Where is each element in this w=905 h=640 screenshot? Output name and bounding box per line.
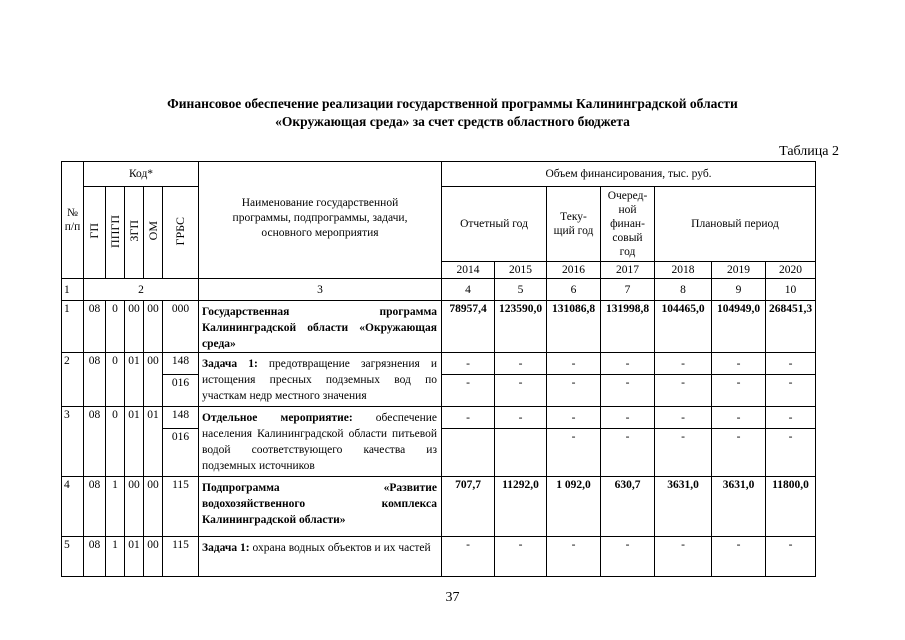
colnum-cell: 5 [495, 279, 547, 301]
header-reporting-year: Отчетный год [442, 187, 547, 262]
year-cell: 2017 [601, 262, 655, 279]
header-num-text: № п/п [64, 207, 81, 233]
code-zgp: 00 [125, 477, 144, 537]
value-cell: - [495, 353, 547, 375]
value-cell: 11292,0 [495, 477, 547, 537]
header-code-zgp [125, 187, 144, 279]
header-next-year: Очеред-ной финан-совый год [601, 187, 655, 262]
code-om: 00 [144, 353, 163, 407]
code-zgp: 01 [125, 537, 144, 577]
row-num: 3 [62, 407, 84, 477]
value-cell: - [712, 407, 766, 429]
value-cell: - [547, 429, 601, 477]
value-cell: - [601, 353, 655, 375]
row-name-rest: предотвращение загрязнения и истощения пресных подземных вод по участкам недр местного значения [202, 358, 437, 402]
colnum-cell: 6 [547, 279, 601, 301]
code-ppgp: 1 [106, 477, 125, 537]
value-cell: - [495, 537, 547, 577]
value-cell: - [547, 537, 601, 577]
year-cell: 2018 [655, 262, 712, 279]
value-cell: - [442, 537, 495, 577]
code-grbs: 115 [163, 537, 199, 577]
table-label: Таблица 2 [779, 144, 839, 159]
row-name [199, 353, 442, 407]
value-cell: 630,7 [601, 477, 655, 537]
value-cell: 104949,0 [712, 301, 766, 353]
year-cell: 2019 [712, 262, 766, 279]
value-cell: - [442, 375, 495, 407]
row-name [199, 301, 442, 353]
header-code-gp [84, 187, 106, 279]
colnum-cell: 1 [62, 279, 84, 301]
value-cell: - [766, 429, 816, 477]
row-name-bold: Задача 1: [202, 542, 250, 554]
value-cell: - [766, 407, 816, 429]
colnum-cell: 10 [766, 279, 816, 301]
value-cell: - [712, 375, 766, 407]
value-cell: - [766, 375, 816, 407]
code-grbs: 016 [163, 375, 199, 407]
value-cell: - [655, 537, 712, 577]
value-cell [495, 429, 547, 477]
header-code-gp-text: ГП [87, 223, 101, 239]
code-ppgp: 1 [106, 537, 125, 577]
value-cell: - [655, 429, 712, 477]
financing-table [61, 161, 816, 577]
value-cell: 104465,0 [655, 301, 712, 353]
header-code: Код* [84, 162, 199, 187]
header-code-om-text: ОМ [145, 221, 160, 241]
code-gp: 08 [84, 407, 106, 477]
value-cell: - [601, 537, 655, 577]
code-om: 00 [144, 477, 163, 537]
year-cell: 2020 [766, 262, 816, 279]
header-num [62, 162, 84, 279]
header-code-om [144, 187, 163, 279]
table-row [62, 407, 816, 429]
document-title-line-2: «Окружающая среда» за счет средств областного бюджета [275, 114, 630, 129]
header-planned-period: Плановый период [655, 187, 816, 262]
value-cell: 707,7 [442, 477, 495, 537]
header-code-grbs [163, 187, 199, 279]
code-gp: 08 [84, 301, 106, 353]
header-code-ppgp [106, 187, 125, 279]
code-om: 00 [144, 537, 163, 577]
colnum-cell: 2 [84, 279, 199, 301]
year-cell: 2016 [547, 262, 601, 279]
row-num: 4 [62, 477, 84, 537]
value-cell: 131998,8 [601, 301, 655, 353]
code-zgp: 00 [125, 301, 144, 353]
row-name [199, 407, 442, 477]
value-cell: - [547, 353, 601, 375]
year-cell: 2014 [442, 262, 495, 279]
row-name-bold: Государственная программа Калининградской области «Окружающая среда» [202, 306, 437, 350]
colnum-cell: 3 [199, 279, 442, 301]
header-current-year: Теку-щий год [547, 187, 601, 262]
value-cell: - [601, 375, 655, 407]
code-gp: 08 [84, 353, 106, 407]
code-gp: 08 [84, 477, 106, 537]
row-num: 5 [62, 537, 84, 577]
code-ppgp: 0 [106, 407, 125, 477]
code-om: 01 [144, 407, 163, 477]
code-grbs: 016 [163, 429, 199, 477]
header-code-zgp-text: ЗГП [126, 220, 141, 242]
code-grbs: 000 [163, 301, 199, 353]
value-cell: - [547, 375, 601, 407]
header-row-1 [62, 162, 816, 187]
row-num: 1 [62, 301, 84, 353]
row-num: 2 [62, 353, 84, 407]
value-cell: - [655, 407, 712, 429]
table-row [62, 301, 816, 353]
header-funding: Объем финансирования, тыс. руб. [442, 162, 816, 187]
value-cell: 78957,4 [442, 301, 495, 353]
value-cell: - [712, 537, 766, 577]
value-cell: - [601, 429, 655, 477]
value-cell: - [547, 407, 601, 429]
code-gp: 08 [84, 537, 106, 577]
value-cell: - [495, 407, 547, 429]
table-row [62, 353, 816, 375]
value-cell: - [655, 375, 712, 407]
value-cell: 268451,3 [766, 301, 816, 353]
value-cell: - [766, 537, 816, 577]
code-grbs: 115 [163, 477, 199, 537]
code-ppgp: 0 [106, 301, 125, 353]
value-cell: - [712, 353, 766, 375]
value-cell: 131086,8 [547, 301, 601, 353]
value-cell: 11800,0 [766, 477, 816, 537]
row-name [199, 477, 442, 537]
value-cell: - [655, 353, 712, 375]
column-number-row [62, 279, 816, 301]
value-cell: - [712, 429, 766, 477]
code-zgp: 01 [125, 353, 144, 407]
row-name-rest: обеспечение населения Калининградской области питьевой водой соответствующего качества из подземных источников [202, 412, 437, 472]
value-cell: - [601, 407, 655, 429]
value-cell: 3631,0 [655, 477, 712, 537]
value-cell: - [495, 375, 547, 407]
row-name-bold: Подпрограмма «Развитие водохозяйственного комплекса Калининградской области» [202, 482, 437, 526]
row-name-rest: охрана водных объектов и их частей [249, 542, 431, 554]
document-title-line-1: Финансовое обеспечение реализации государственной программы Калининградской области [167, 96, 738, 111]
row-name [199, 537, 442, 577]
header-code-ppgp-text: ППГП [107, 214, 122, 248]
header-code-grbs-text: ГРБС [173, 216, 187, 246]
code-grbs: 148 [163, 407, 199, 429]
colnum-cell: 4 [442, 279, 495, 301]
colnum-cell: 7 [601, 279, 655, 301]
value-cell: - [766, 353, 816, 375]
code-zgp: 01 [125, 407, 144, 477]
value-cell: 1 092,0 [547, 477, 601, 537]
value-cell [442, 429, 495, 477]
header-name: Наименование государственной программы, подпрограммы, задачи, основного мероприятия [199, 162, 442, 279]
code-ppgp: 0 [106, 353, 125, 407]
row-name-bold: Отдельное мероприятие: [202, 412, 353, 424]
code-om: 00 [144, 301, 163, 353]
colnum-cell: 8 [655, 279, 712, 301]
value-cell: 123590,0 [495, 301, 547, 353]
table-row [62, 477, 816, 537]
row-name-bold: Задача 1: [202, 358, 258, 370]
value-cell: - [442, 353, 495, 375]
value-cell: 3631,0 [712, 477, 766, 537]
code-grbs: 148 [163, 353, 199, 375]
year-cell: 2015 [495, 262, 547, 279]
colnum-cell: 9 [712, 279, 766, 301]
table-row [62, 537, 816, 577]
value-cell: - [442, 407, 495, 429]
page-number: 37 [445, 590, 460, 605]
